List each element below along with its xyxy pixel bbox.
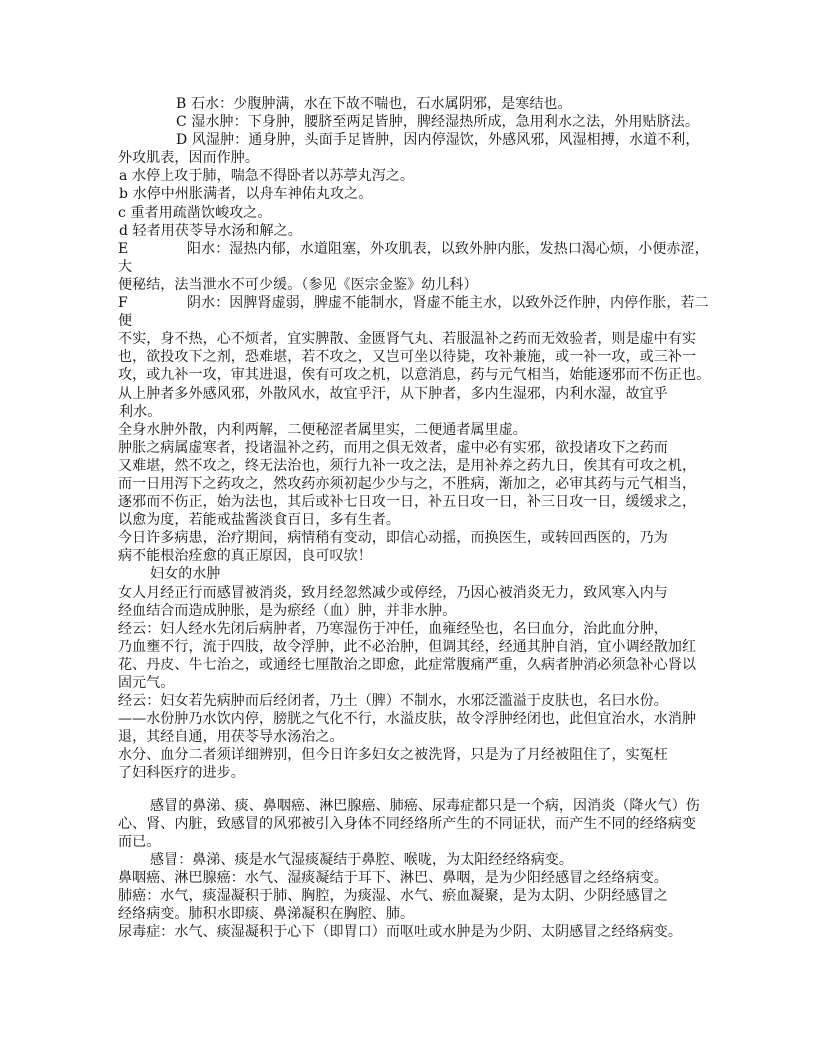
text-line-body: 阴水：因脾肾虚弱，脾虚不能制水，肾虚不能主水，以致外泛作肿，内停作胀，若二 (187, 295, 709, 312)
text-line: d 轻者用茯苓导水汤和解之。 (119, 222, 302, 239)
text-line: 而一日用泻下之药攻之，然攻药亦须初起少少与之，不胜病，渐加之，必审其药与元气相当， (118, 475, 697, 492)
text-line: B 石水：少腹肿满，水在下故不喘也，石水属阴邪，是寒结也。 (176, 96, 572, 112)
text-line: 经云：妇人经水先闭后病肿者，乃寒湿伤于冲任，血雍经坠也，名曰血分，治此血分肿， (118, 620, 668, 637)
text-line: 不实，身不热，心不烦者，宜实脾散、金匮肾气丸、若服温补之药而无效验者，则是虚中有实 (118, 331, 697, 348)
text-line: 以愈为度，若能戒盐酱淡食百日，多有生者。 (118, 512, 400, 529)
text-line: 外攻肌表，因而作肿。 (118, 150, 259, 167)
text-line: D 风湿肿：通身肿，头面手足皆肿，因内停湿饮，外感风邪，风湿相搏，水道不利， (176, 132, 700, 149)
text-line: 经云：妇女若先病肿而后经闭者，乃土（脾）不制水，水邪泛滥溢于皮肤也，名曰水份。 (118, 693, 668, 710)
text-line: 今日许多病患，治疗期间，病情稍有变动，即信心动摇，而换医生，或转回西医的，乃为 (118, 530, 668, 547)
text-line: 从上肿者多外感风邪，外散风水，故宜乎汗，从下肿者，多内生湿邪，内利水湿，故宜乎 (118, 385, 668, 402)
text-line: b 水停中州胀满者，以舟车神佑丸攻之。 (119, 186, 373, 203)
text-line: 攻，或九补一攻，审其进退，俟有可攻之机，以意消息，药与元气相当，始能逐邪而不伤正也。 (118, 367, 711, 384)
text-line: 便 (118, 313, 133, 330)
text-line: 也，欲投攻下之剂，恐难堪，若不攻之，又岂可坐以待毙，攻补兼施，或一补一攻，或三补一 (118, 349, 697, 366)
text-line: 退，其经自通，用茯苓导水汤治之。 (118, 729, 344, 746)
text-line (118, 294, 718, 312)
text-line: 利水。 (119, 403, 162, 420)
text-line: 感冒：鼻涕、痰是水气湿痰凝结于鼻腔、喉咙，为太阳经经络病变。 (150, 851, 573, 868)
section-heading: 妇女的水肿 (150, 566, 221, 583)
text-line: 逐邪而不伤正，始为法也，其后或补七日攻一日，补五日攻一日，补三日攻一日，缓缓求之， (118, 494, 697, 511)
text-line: 鼻咽癌、淋巴腺癌：水气、湿痰凝结于耳下、淋巴、鼻咽，是为少阳经感冒之经络病变。 (118, 869, 668, 886)
text-line: 经血结合而造成肿胀，是为瘀经（血）肿，并非水肿。 (118, 602, 457, 619)
text-line-body: 阳水：湿热内郁，水道阻塞，外攻肌表，以致外肿内胀，发热口渴心烦，小便赤涩， (187, 240, 709, 257)
text-line: 经络病变。肺积水即痰、鼻涕凝积在胸腔、肺。 (118, 906, 415, 923)
text-line: 女人月经正行而感冒被消炎，致月经忽然减少或停经，乃因心被消炎无力，致风寒入内与 (118, 584, 668, 601)
text-line: 尿毒症：水气、痰湿凝积于心下（即胃口）而呕吐或水肿是为少阴、太阴感冒之经络病变。 (118, 924, 682, 941)
text-line: 大 (118, 258, 133, 275)
item-label-f: F (118, 295, 128, 312)
text-line: 水分、血分二者须详细辨别，但今日许多妇女之被洗肾，只是为了月经被阻住了，实冤枉 (118, 747, 668, 764)
item-label-e: E (118, 240, 129, 257)
text-line: a 水停上攻于肺，喘急不得卧者以苏葶丸泻之。 (119, 168, 414, 185)
text-line: ——水份肿乃水饮内停，膀胱之气化不行，水溢皮肤，故令浮肿经闭也，此但宜治水，水消肿 (118, 711, 697, 728)
text-line: 而已。 (118, 833, 161, 850)
text-line: 又难堪，然不攻之，终无法治也，须行九补一攻之法，是用补养之药九日，俟其有可攻之机， (118, 457, 697, 474)
text-line: 心、肾、内脏，致感冒的风邪被引入身体不同经络所产生的不同证状，而产生不同的经络病变 (118, 815, 697, 832)
text-line: 便秘结，法当泄水不可少缓。（参见《医宗金鉴》幼儿科） (118, 276, 478, 293)
text-line: 全身水肿外散，内利两解，二便秘涩者属里实，二便通者属里虚。 (118, 421, 527, 438)
paragraph-gap (118, 783, 718, 797)
text-line: 肿胀之病属虚寒者，投诸温补之药，而用之俱无效者，虚中必有实邪，欲投诸攻下之药而 (118, 439, 668, 456)
text-line: 肺癌：水气，痰湿凝积于肺、胸腔，为痰湿、水气、瘀血凝聚，是为太阴、少阴经感冒之 (118, 888, 668, 905)
document-page (118, 95, 718, 941)
text-line: 花、丹皮、牛七治之，或通经七厘散治之即愈，此症常腹痛严重，久病者肿消必须急补心肾以 (118, 656, 697, 673)
text-line: 乃血壅不行，流于四肢，故令浮肿，此不必治肿，但调其经，经通其肿自消，宜小调经散加红 (118, 638, 697, 655)
text-line (118, 240, 718, 258)
text-line: 感冒的鼻涕、痰、鼻咽癌、淋巴腺癌、肺癌、尿毒症都只是一个病，因消炎（降火气）伤 (150, 797, 700, 814)
text-line: 了妇科医疗的进步。 (118, 765, 245, 782)
text-line: c 重者用疏凿饮峻攻之。 (118, 204, 272, 221)
text-line: 固元气。 (118, 675, 175, 691)
text-line: 病不能根治痊愈的真正原因，良可叹欤！ (118, 548, 372, 565)
text-line: C 湿水肿：下身肿，腰脐至两足皆肿，脾经湿热所成，急用利水之法，外用贴脐法。 (176, 114, 699, 131)
